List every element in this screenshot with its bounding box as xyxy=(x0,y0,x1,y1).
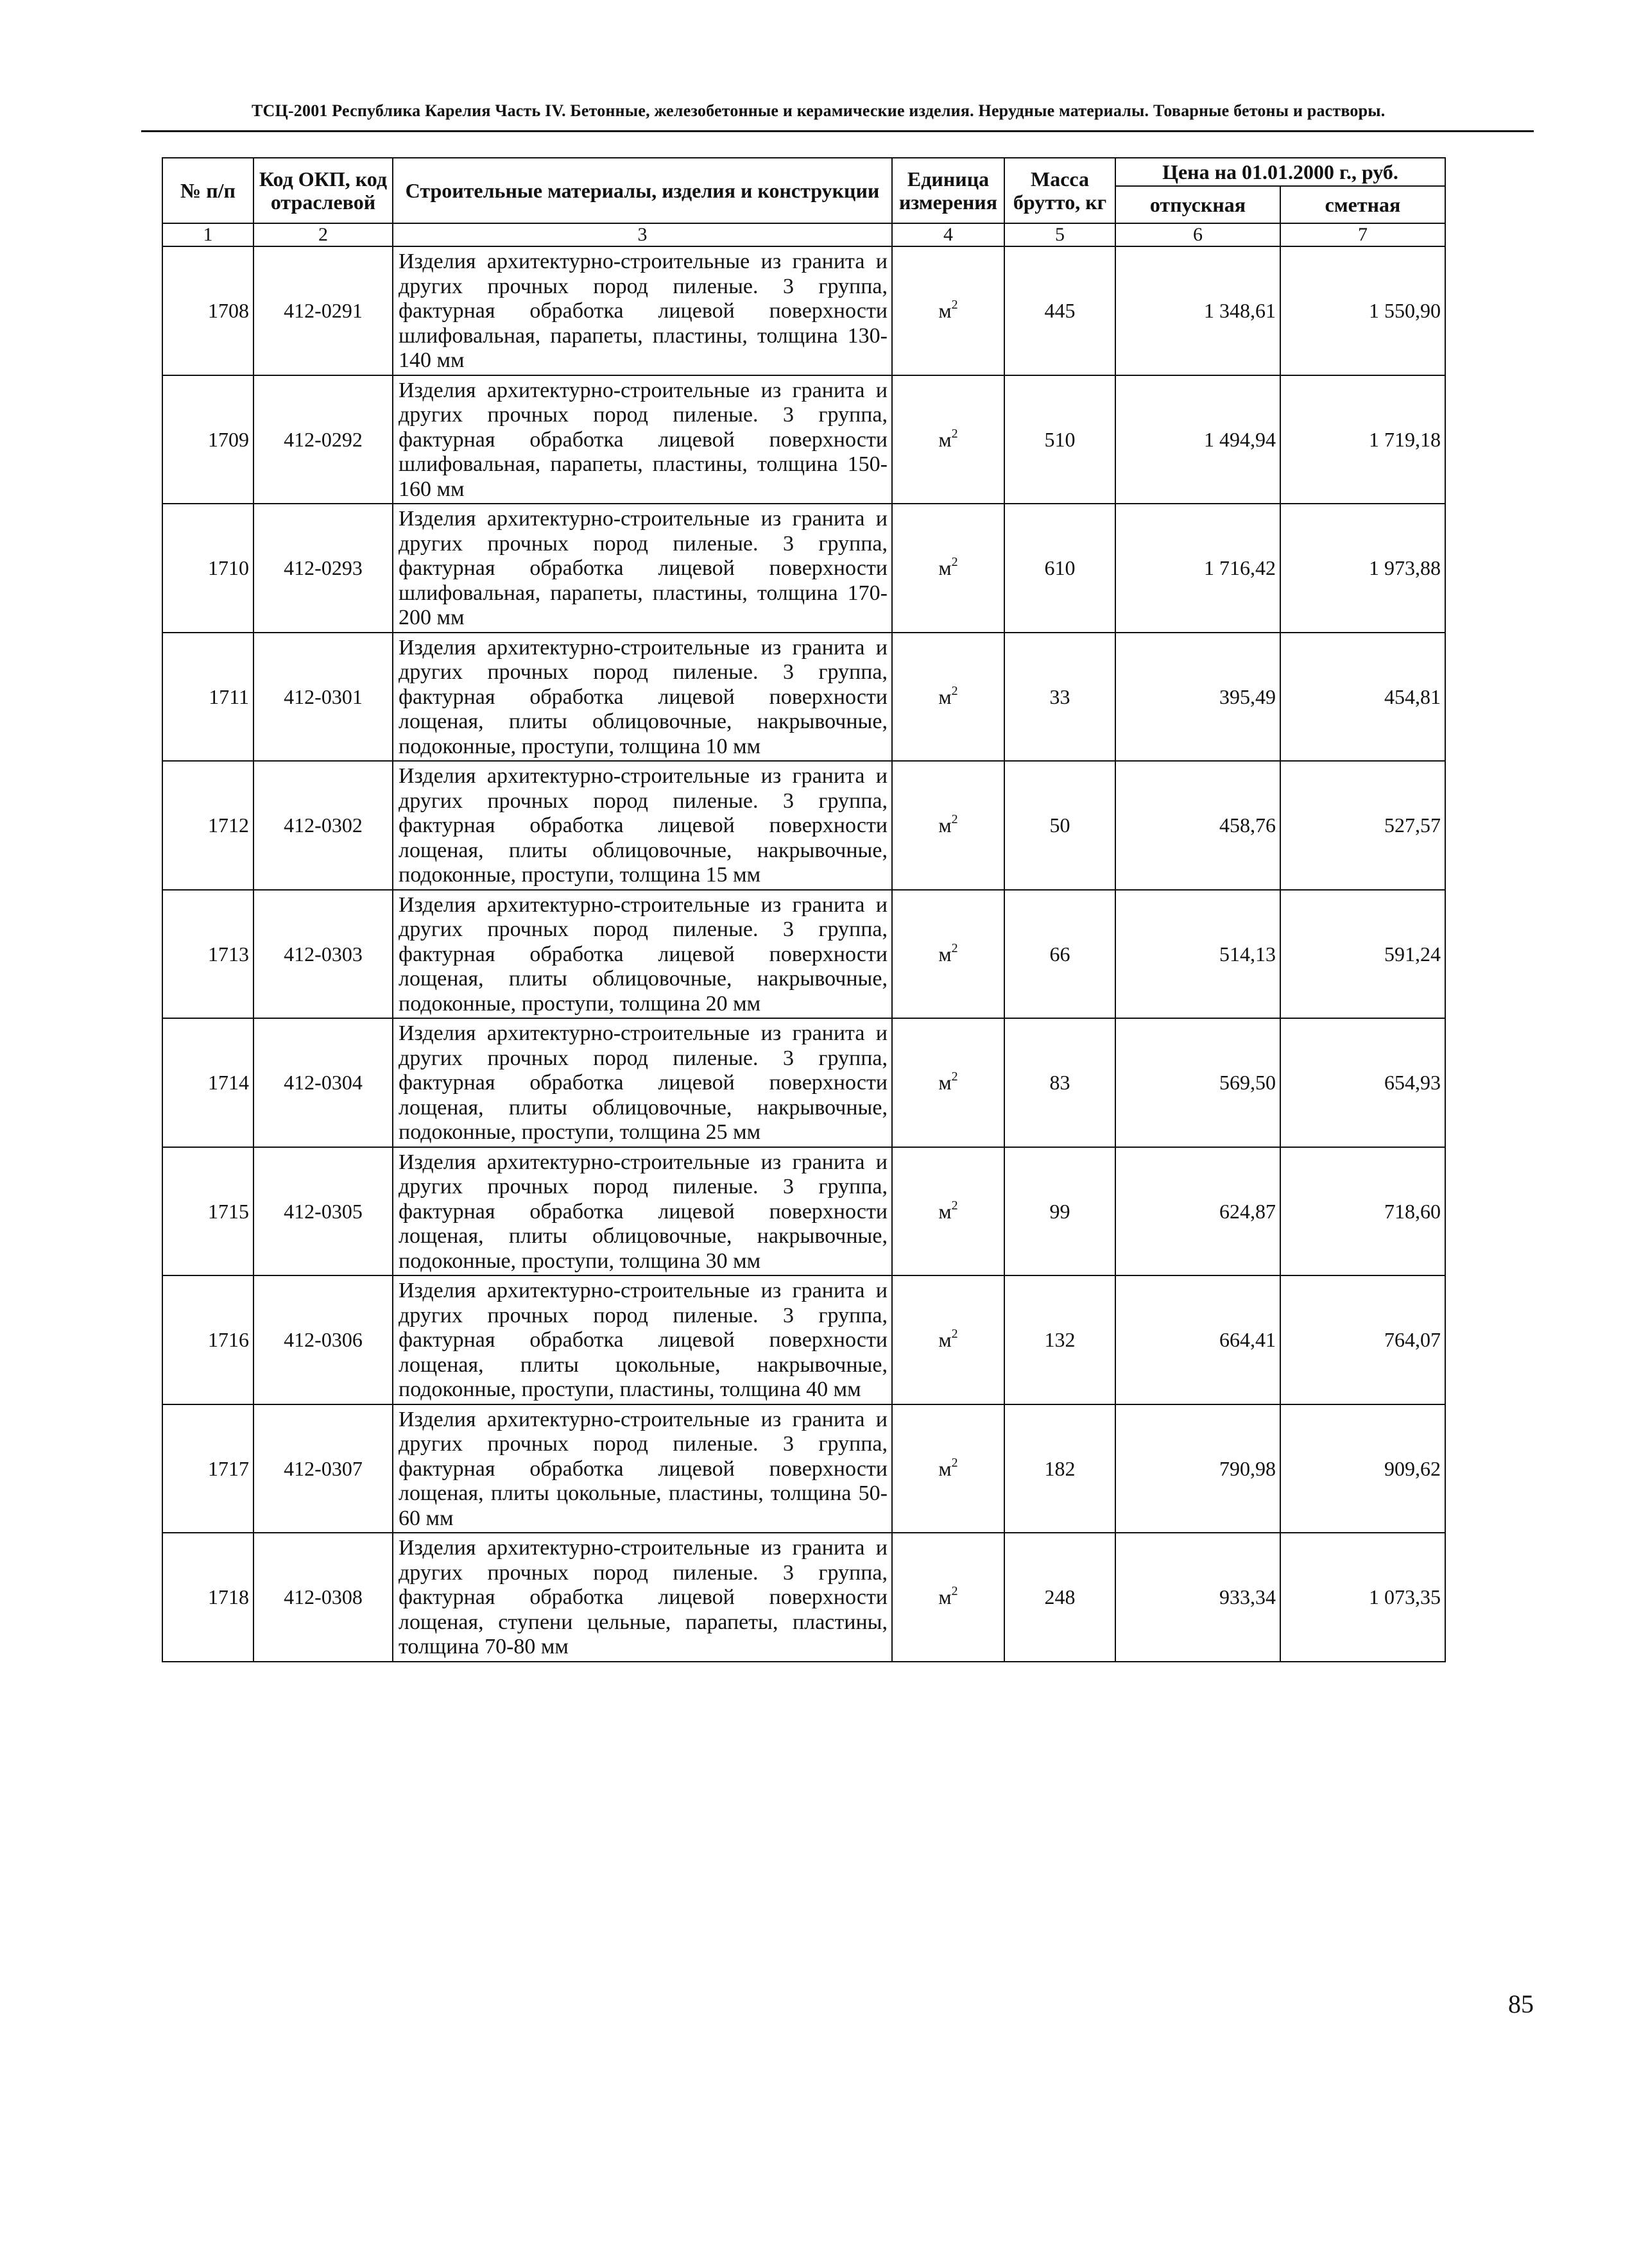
unit-text: м xyxy=(938,1456,952,1480)
row-price-estimate: 1 973,88 xyxy=(1280,504,1445,633)
header-price-estimate: сметная xyxy=(1280,186,1445,223)
row-price-release: 624,87 xyxy=(1115,1147,1280,1276)
row-mass: 445 xyxy=(1004,246,1115,375)
row-mass: 510 xyxy=(1004,375,1115,504)
row-description: Изделия архитектурно-строительные из гранита и других прочных пород пиленые. 3 группа, фактурная обработка лицевой поверхности лощеная, ступени цельные, парапеты, пластины, толщина 70-80 мм xyxy=(393,1533,892,1662)
unit-superscript: 2 xyxy=(951,298,958,312)
row-number: 1715 xyxy=(162,1147,253,1276)
unit-text: м xyxy=(938,1328,952,1352)
table-row xyxy=(162,1018,1445,1147)
row-price-estimate: 909,62 xyxy=(1280,1404,1445,1533)
row-description: Изделия архитектурно-строительные из гранита и других прочных пород пиленые. 3 группа, фактурная обработка лицевой поверхности лощеная, плиты облицовочные, накрывочные, подоконные, проступи, толщина 30 мм xyxy=(393,1147,892,1276)
row-price-estimate: 1 550,90 xyxy=(1280,246,1445,375)
column-number: 2 xyxy=(253,223,393,246)
row-mass: 83 xyxy=(1004,1018,1115,1147)
row-number: 1712 xyxy=(162,761,253,890)
row-number: 1709 xyxy=(162,375,253,504)
row-price-estimate: 1 719,18 xyxy=(1280,375,1445,504)
column-number: 6 xyxy=(1115,223,1280,246)
row-mass: 248 xyxy=(1004,1533,1115,1662)
unit-superscript: 2 xyxy=(951,812,958,827)
table-row xyxy=(162,633,1445,762)
unit-text: м xyxy=(938,942,952,966)
unit-text: м xyxy=(938,427,952,451)
unit-superscript: 2 xyxy=(951,1198,958,1213)
header-code: Код ОКП, код отраслевой xyxy=(253,158,393,223)
table-row xyxy=(162,246,1445,375)
column-number: 3 xyxy=(393,223,892,246)
row-description: Изделия архитектурно-строительные из гранита и других прочных пород пиленые. 3 группа, фактурная обработка лицевой поверхности шлифовальная, парапеты, пластины, толщина 170-200 мм xyxy=(393,504,892,633)
row-code: 412-0305 xyxy=(253,1147,393,1276)
header-mass: Масса брутто, кг xyxy=(1004,158,1115,223)
column-numbers-row xyxy=(162,223,1445,246)
row-code: 412-0304 xyxy=(253,1018,393,1147)
header-name: Строительные материалы, изделия и конструкции xyxy=(393,158,892,223)
column-number: 4 xyxy=(892,223,1004,246)
row-description: Изделия архитектурно-строительные из гранита и других прочных пород пиленые. 3 группа, фактурная обработка лицевой поверхности лощеная, плиты облицовочные, накрывочные, подоконные, проступи, толщина 10 мм xyxy=(393,633,892,762)
row-price-release: 933,34 xyxy=(1115,1533,1280,1662)
table-row xyxy=(162,1275,1445,1404)
row-unit xyxy=(892,633,1004,762)
unit-superscript: 2 xyxy=(951,941,958,955)
row-unit xyxy=(892,1533,1004,1662)
row-description: Изделия архитектурно-строительные из гранита и других прочных пород пиленые. 3 группа, фактурная обработка лицевой поверхности лощеная, плиты цокольные, пластины, толщина 50-60 мм xyxy=(393,1404,892,1533)
unit-superscript: 2 xyxy=(951,683,958,698)
row-unit xyxy=(892,761,1004,890)
row-description: Изделия архитектурно-строительные из гранита и других прочных пород пиленые. 3 группа, фактурная обработка лицевой поверхности лощеная, плиты облицовочные, накрывочные, подоконные, проступи, толщина 20 мм xyxy=(393,890,892,1019)
unit-text: м xyxy=(938,299,952,323)
row-price-release: 664,41 xyxy=(1115,1275,1280,1404)
header-price-group: Цена на 01.01.2000 г., руб. xyxy=(1115,158,1445,186)
table-row xyxy=(162,1533,1445,1662)
unit-superscript: 2 xyxy=(951,1584,958,1599)
price-table xyxy=(162,157,1446,1662)
row-description: Изделия архитектурно-строительные из гранита и других прочных пород пиленые. 3 группа, фактурная обработка лицевой поверхности шлифовальная, парапеты, пластины, толщина 150-160 мм xyxy=(393,375,892,504)
page-number: 85 xyxy=(1508,1990,1534,2018)
row-code: 412-0302 xyxy=(253,761,393,890)
unit-superscript: 2 xyxy=(951,1070,958,1084)
row-price-release: 1 348,61 xyxy=(1115,246,1280,375)
table-row xyxy=(162,375,1445,504)
column-number: 7 xyxy=(1280,223,1445,246)
row-price-release: 1 716,42 xyxy=(1115,504,1280,633)
row-description: Изделия архитектурно-строительные из гранита и других прочных пород пиленые. 3 группа, фактурная обработка лицевой поверхности лощеная, плиты цокольные, накрывочные, подоконные, проступи, пластины, толщина 40 мм xyxy=(393,1275,892,1404)
row-unit xyxy=(892,375,1004,504)
row-price-release: 458,76 xyxy=(1115,761,1280,890)
unit-text: м xyxy=(938,556,952,580)
row-description: Изделия архитектурно-строительные из гранита и других прочных пород пиленые. 3 группа, фактурная обработка лицевой поверхности шлифовальная, парапеты, пластины, толщина 130-140 мм xyxy=(393,246,892,375)
row-price-estimate: 654,93 xyxy=(1280,1018,1445,1147)
unit-text: м xyxy=(938,1585,952,1609)
row-price-release: 790,98 xyxy=(1115,1404,1280,1533)
row-unit xyxy=(892,1147,1004,1276)
row-price-estimate: 454,81 xyxy=(1280,633,1445,762)
row-price-estimate: 1 073,35 xyxy=(1280,1533,1445,1662)
row-mass: 610 xyxy=(1004,504,1115,633)
header-price-release: отпускная xyxy=(1115,186,1280,223)
column-number: 1 xyxy=(162,223,253,246)
row-mass: 33 xyxy=(1004,633,1115,762)
row-mass: 99 xyxy=(1004,1147,1115,1276)
table-row xyxy=(162,504,1445,633)
row-number: 1708 xyxy=(162,246,253,375)
row-number: 1714 xyxy=(162,1018,253,1147)
unit-superscript: 2 xyxy=(951,1455,958,1470)
unit-text: м xyxy=(938,1071,952,1095)
row-price-release: 1 494,94 xyxy=(1115,375,1280,504)
table-row xyxy=(162,761,1445,890)
row-price-estimate: 591,24 xyxy=(1280,890,1445,1019)
row-mass: 182 xyxy=(1004,1404,1115,1533)
row-number: 1711 xyxy=(162,633,253,762)
header-rule xyxy=(141,130,1534,132)
row-price-estimate: 764,07 xyxy=(1280,1275,1445,1404)
unit-superscript: 2 xyxy=(951,426,958,441)
row-price-release: 569,50 xyxy=(1115,1018,1280,1147)
unit-text: м xyxy=(938,685,952,708)
column-number: 5 xyxy=(1004,223,1115,246)
row-price-estimate: 527,57 xyxy=(1280,761,1445,890)
row-number: 1713 xyxy=(162,890,253,1019)
row-mass: 50 xyxy=(1004,761,1115,890)
row-code: 412-0301 xyxy=(253,633,393,762)
table-row xyxy=(162,1147,1445,1276)
table-row xyxy=(162,1404,1445,1533)
table-row xyxy=(162,890,1445,1019)
row-price-estimate: 718,60 xyxy=(1280,1147,1445,1276)
row-description: Изделия архитектурно-строительные из гранита и других прочных пород пиленые. 3 группа, фактурная обработка лицевой поверхности лощеная, плиты облицовочные, накрывочные, подоконные, проступи, толщина 15 мм xyxy=(393,761,892,890)
row-number: 1718 xyxy=(162,1533,253,1662)
row-mass: 132 xyxy=(1004,1275,1115,1404)
row-number: 1716 xyxy=(162,1275,253,1404)
row-number: 1710 xyxy=(162,504,253,633)
row-unit xyxy=(892,246,1004,375)
row-code: 412-0303 xyxy=(253,890,393,1019)
row-code: 412-0291 xyxy=(253,246,393,375)
row-code: 412-0308 xyxy=(253,1533,393,1662)
row-code: 412-0306 xyxy=(253,1275,393,1404)
header-num: № п/п xyxy=(162,158,253,223)
row-code: 412-0292 xyxy=(253,375,393,504)
header-unit: Единица измерения xyxy=(892,158,1004,223)
row-code: 412-0307 xyxy=(253,1404,393,1533)
row-code: 412-0293 xyxy=(253,504,393,633)
unit-text: м xyxy=(938,814,952,837)
row-price-release: 514,13 xyxy=(1115,890,1280,1019)
row-description: Изделия архитектурно-строительные из гранита и других прочных пород пиленые. 3 группа, фактурная обработка лицевой поверхности лощеная, плиты облицовочные, накрывочные, подоконные, проступи, толщина 25 мм xyxy=(393,1018,892,1147)
row-mass: 66 xyxy=(1004,890,1115,1019)
row-unit xyxy=(892,1404,1004,1533)
row-unit xyxy=(892,1275,1004,1404)
row-unit xyxy=(892,1018,1004,1147)
row-unit xyxy=(892,890,1004,1019)
unit-superscript: 2 xyxy=(951,555,958,570)
unit-text: м xyxy=(938,1199,952,1223)
row-number: 1717 xyxy=(162,1404,253,1533)
running-header: ТСЦ-2001 Республика Карелия Часть IV. Бетонные, железобетонные и керамические изделия. Нерудные материалы. Товарные бетоны и растворы. xyxy=(252,101,1386,120)
row-unit xyxy=(892,504,1004,633)
row-price-release: 395,49 xyxy=(1115,633,1280,762)
unit-superscript: 2 xyxy=(951,1327,958,1342)
